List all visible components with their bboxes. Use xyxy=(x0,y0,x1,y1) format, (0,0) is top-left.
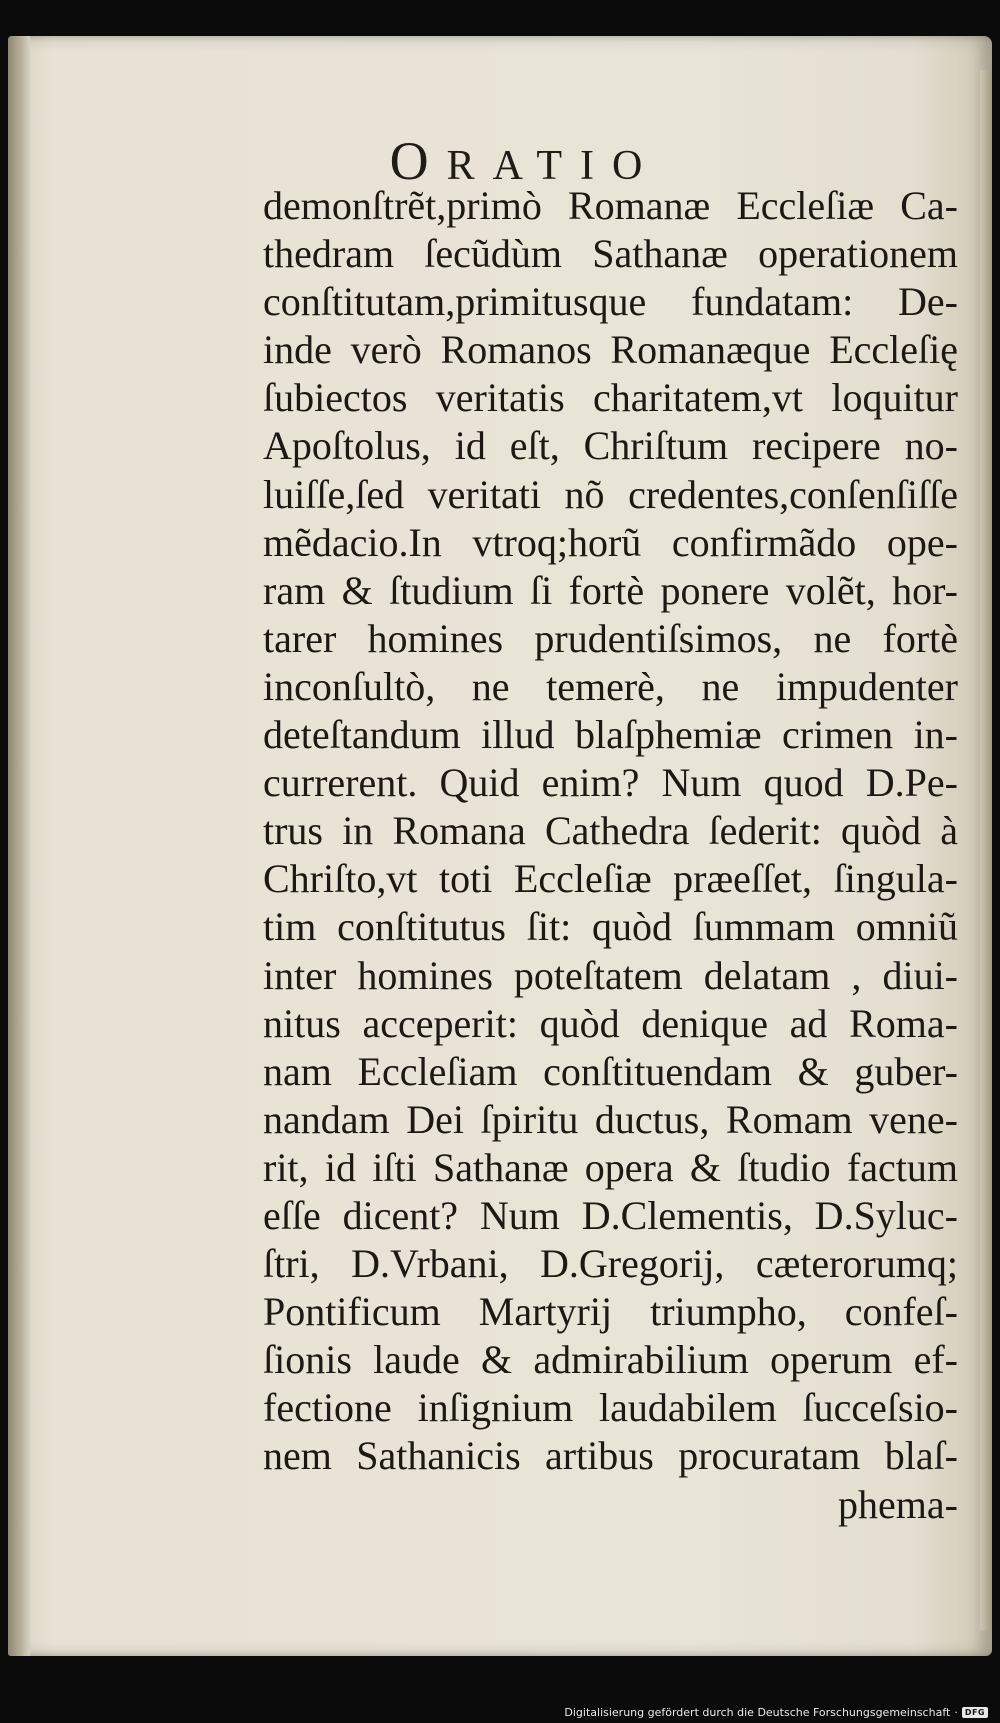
text-line: rit, id iſti Sathanæ opera & ſtudio factum xyxy=(263,1144,958,1190)
text-line: ram & ſtudium ſi fortè ponere volẽt, hor- xyxy=(263,567,958,613)
text-line: inde verò Romanos Romanæque Eccleſię xyxy=(263,327,958,373)
running-head-rest: RATIO xyxy=(446,143,661,189)
text-line: eſſe dicent? Num D.Clementis, D.Syluc- xyxy=(263,1192,958,1238)
digitization-footer: Digitalisierung gefördert durch die Deutsche Forschungsgemeinschaft · DFG xyxy=(564,1706,988,1719)
text-line: nitus acceperit: quòd denique ad Roma- xyxy=(263,1000,958,1046)
text-line: thedram ſecũdùm Sathanæ operationem xyxy=(263,231,958,277)
text-line: conſtitutam,primitusque fundatam: De- xyxy=(263,279,958,325)
page-left-edge xyxy=(8,36,30,1656)
text-line: mẽdacio.In vtroq;horũ confirmãdo ope- xyxy=(263,519,958,565)
text-line: demonſtrẽt,primò Romanæ Eccleſiæ Ca- xyxy=(263,183,958,228)
text-line: tim conſtitutus ſit: quòd ſummam omniũ xyxy=(263,904,958,950)
text-line: currerent. Quid enim? Num quod D.Pe- xyxy=(263,760,958,806)
text-line: Pontificum Martyrij triumpho, confeſ- xyxy=(263,1289,958,1335)
body-text xyxy=(263,182,958,1529)
text-line: nem Sathanicis artibus procuratam blaſ- xyxy=(263,1433,958,1479)
text-line: fectione inſignium laudabilem ſucceſsio- xyxy=(263,1385,958,1431)
text-line: inter homines poteſtatem delatam , diui- xyxy=(263,952,958,998)
footer-credit: Digitalisierung gefördert durch die Deutsche Forschungsgemeinschaft xyxy=(564,1706,951,1719)
text-line: ſubiectos veritatis charitatem,vt loquitur xyxy=(263,375,958,421)
text-line: inconſultò, ne temerè, ne impudenter xyxy=(263,663,958,709)
text-line: ſionis laude & admirabilium operum ef- xyxy=(263,1337,958,1383)
page-right-edge xyxy=(980,70,992,1630)
text-line: trus in Romana Cathedra ſederit: quòd à xyxy=(263,808,958,854)
text-line: nandam Dei ſpiritu ductus, Romam vene- xyxy=(263,1096,958,1142)
text-line: nam Eccleſiam conſtituendam & guber- xyxy=(263,1048,958,1094)
text-line: Chriſto,vt toti Eccleſiæ præeſſet, ſingula- xyxy=(263,856,958,902)
running-head-initial: O xyxy=(389,131,447,191)
text-line: tarer homines prudentiſsimos, ne fortè xyxy=(263,615,958,661)
dfg-logo-icon: DFG xyxy=(962,1707,988,1718)
text-line: ſtri, D.Vrbani, D.Gregorij, cæterorumq; xyxy=(263,1241,958,1287)
text-line: luiſſe,ſed veritati nõ credentes,conſenſiſſe xyxy=(263,471,958,517)
text-line: Apoſtolus, id eſt, Chriſtum recipere no- xyxy=(263,423,958,469)
text-line: deteſtandum illud blaſphemiæ crimen in- xyxy=(263,712,958,758)
text-line: phema- xyxy=(838,1481,958,1527)
